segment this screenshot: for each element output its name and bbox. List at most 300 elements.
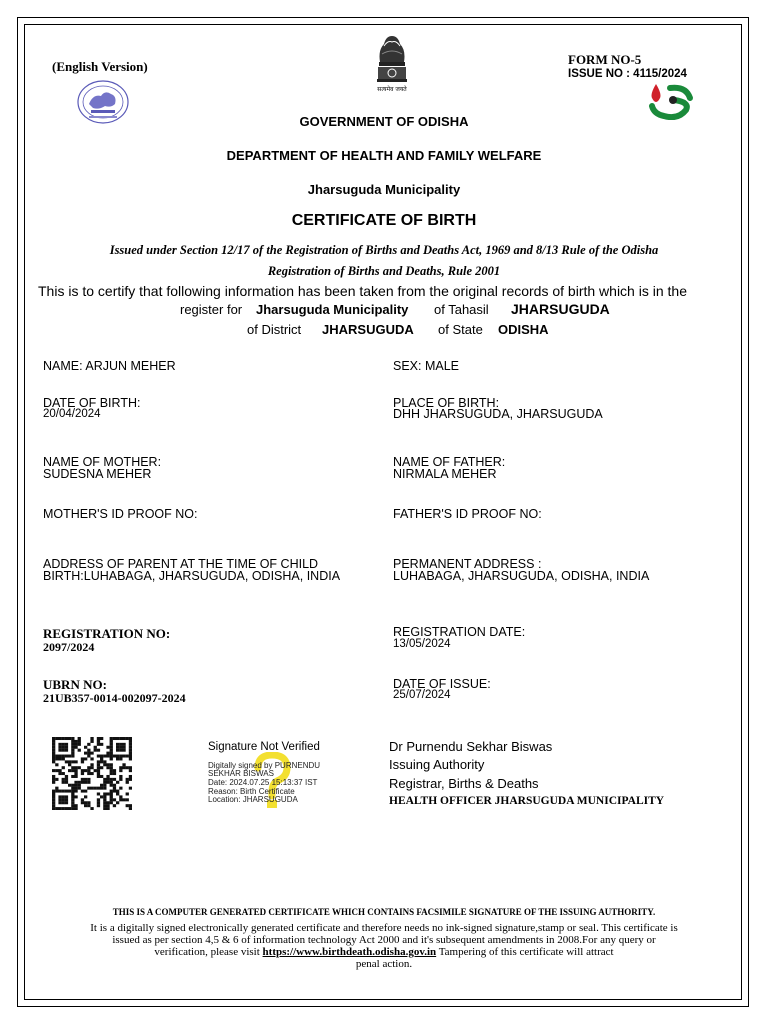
qr-module	[119, 749, 122, 752]
qr-module	[52, 792, 55, 795]
qr-module	[65, 807, 68, 810]
qr-module	[68, 790, 71, 793]
qr-module	[97, 740, 100, 743]
qr-module	[81, 790, 84, 793]
qr-module	[100, 760, 103, 763]
qr-module	[110, 743, 113, 746]
computer-generated-notice: THIS IS A COMPUTER GENERATED CERTIFICATE WHICH CONTAINS FACSIMILE SIGNATURE OF THE ISSUING AUTHORITY.	[112, 907, 656, 917]
qr-module	[71, 790, 74, 793]
qr-module	[129, 755, 132, 758]
government-heading: GOVERNMENT OF ODISHA	[299, 114, 469, 129]
qr-module	[116, 781, 119, 784]
authority-name: Dr Purnendu Sekhar Biswas	[389, 739, 553, 754]
qr-module	[97, 737, 100, 740]
qr-module	[52, 757, 55, 760]
qr-module	[126, 766, 129, 769]
qr-module	[110, 801, 113, 804]
registration-no-value: 2097/2024	[43, 640, 95, 654]
qr-module	[84, 795, 87, 798]
qr-module	[97, 749, 100, 752]
child-name: NAME: ARJUN MEHER	[43, 359, 176, 373]
qr-module	[68, 737, 71, 740]
qr-module	[52, 798, 55, 801]
qr-module	[103, 787, 106, 790]
health-officer-title: HEALTH OFFICER JHARSUGUDA MUNICIPALITY	[389, 795, 665, 807]
qr-module	[119, 775, 122, 778]
qr-module	[113, 790, 116, 793]
qr-module	[78, 737, 81, 740]
qr-module	[58, 772, 61, 775]
qr-module	[74, 743, 77, 746]
qr-module	[78, 766, 81, 769]
qr-module	[74, 781, 77, 784]
birth-address-line-2: BIRTH:LUHABAGA, JHARSUGUDA, ODISHA, INDIA	[43, 569, 341, 583]
father-value: NIRMALA MEHER	[393, 467, 497, 481]
qr-module	[55, 757, 58, 760]
qr-module	[100, 737, 103, 740]
qr-module	[78, 743, 81, 746]
qr-module	[97, 798, 100, 801]
department-heading: DEPARTMENT OF HEALTH AND FAMILY WELFARE	[226, 148, 542, 163]
qr-module	[113, 784, 116, 787]
qr-module	[106, 807, 109, 810]
qr-module	[87, 749, 90, 752]
registration-date-value: 13/05/2024	[393, 638, 451, 650]
permanent-address-value: LUHABAGA, JHARSUGUDA, ODISHA, INDIA	[393, 569, 650, 583]
father-label: NAME OF FATHER:	[393, 455, 506, 469]
qr-module	[97, 743, 100, 746]
qr-module	[74, 775, 77, 778]
qr-module	[116, 792, 119, 795]
qr-module	[71, 775, 74, 778]
qr-module	[62, 807, 65, 810]
qr-module	[58, 737, 61, 740]
qr-module	[129, 769, 132, 772]
qr-module	[103, 755, 106, 758]
qr-module	[58, 749, 61, 752]
registration-date-label: REGISTRATION DATE:	[393, 625, 526, 639]
qr-module	[106, 775, 109, 778]
qr-module	[103, 760, 106, 763]
qr-module	[103, 804, 106, 807]
qr-module	[90, 737, 93, 740]
qr-module	[103, 781, 106, 784]
qr-module	[119, 746, 122, 749]
qr-module	[97, 769, 100, 772]
qr-module	[81, 757, 84, 760]
birthdeath-portal-link[interactable]: https://www.birthdeath.odisha.gov.in	[262, 946, 437, 958]
qr-module	[62, 778, 65, 781]
qr-module	[71, 749, 74, 752]
qr-module	[106, 778, 109, 781]
qr-module	[58, 755, 61, 758]
mother-label: NAME OF MOTHER:	[43, 455, 162, 469]
mother-value: SUDESNA MEHER	[43, 467, 152, 481]
signature-status: Signature Not Verified	[208, 741, 320, 753]
pob-value: DHH JHARSUGUDA, JHARSUGUDA	[393, 407, 603, 421]
qr-module	[71, 766, 74, 769]
qr-module	[87, 772, 90, 775]
qr-module	[110, 784, 113, 787]
of-district-label: of District	[247, 322, 302, 337]
qr-module	[106, 801, 109, 804]
qr-module	[122, 743, 125, 746]
qr-module	[58, 769, 61, 772]
qr-module	[52, 752, 55, 755]
qr-module	[122, 749, 125, 752]
qr-module	[71, 737, 74, 740]
qr-module	[90, 766, 93, 769]
qr-module	[116, 790, 119, 793]
qr-module	[129, 740, 132, 743]
qr-module	[122, 755, 125, 758]
qr-module	[103, 807, 106, 810]
qr-module	[58, 790, 61, 793]
dob-label: DATE OF BIRTH:	[43, 396, 141, 410]
qr-module	[84, 746, 87, 749]
qr-module	[81, 760, 84, 763]
qr-module	[87, 769, 90, 772]
qr-module	[100, 784, 103, 787]
qr-module	[68, 760, 71, 763]
qr-module	[71, 787, 74, 790]
qr-module	[103, 801, 106, 804]
footer-line-2: issued as per section 4,5 & 6 of information technology Act 2000 and it's subsequent amendments in 2008.For any query or	[112, 934, 656, 946]
qr-module	[122, 766, 125, 769]
qr-module	[94, 749, 97, 752]
qr-module	[71, 804, 74, 807]
qr-module	[55, 790, 58, 793]
municipality-heading: Jharsuguda Municipality	[307, 182, 461, 197]
qr-module	[71, 807, 74, 810]
qr-module	[68, 769, 71, 772]
qr-module	[94, 746, 97, 749]
qr-module	[58, 757, 61, 760]
qr-module	[74, 766, 77, 769]
qr-module	[62, 746, 65, 749]
qr-module	[74, 772, 77, 775]
qr-module	[84, 781, 87, 784]
qr-module	[84, 790, 87, 793]
issue-date-label: DATE OF ISSUE:	[393, 677, 491, 691]
qr-module	[52, 749, 55, 752]
qr-module	[126, 737, 129, 740]
qr-module	[65, 746, 68, 749]
qr-module	[129, 749, 132, 752]
qr-module	[100, 766, 103, 769]
permanent-address-label: PERMANENT ADDRESS :	[393, 557, 542, 571]
form-number: FORM NO-5	[568, 52, 642, 67]
qr-module	[113, 772, 116, 775]
mother-id-label: MOTHER'S ID PROOF NO:	[43, 507, 198, 521]
qr-module	[71, 760, 74, 763]
qr-module	[113, 787, 116, 790]
qr-module	[110, 752, 113, 755]
qr-module	[81, 801, 84, 804]
qr-module	[129, 746, 132, 749]
qr-module	[110, 766, 113, 769]
qr-module	[97, 801, 100, 804]
qr-module	[71, 792, 74, 795]
qr-module	[87, 787, 90, 790]
qr-module	[100, 757, 103, 760]
qr-module	[110, 769, 113, 772]
qr-module	[62, 798, 65, 801]
registrar-title: Registrar, Births & Deaths	[389, 776, 539, 791]
qr-module	[110, 746, 113, 749]
qr-module	[62, 790, 65, 793]
pob-label: PLACE OF BIRTH:	[393, 396, 500, 410]
qr-module	[97, 804, 100, 807]
qr-module	[119, 787, 122, 790]
qr-module	[62, 755, 65, 758]
qr-module	[74, 769, 77, 772]
qr-module	[71, 755, 74, 758]
qr-module	[78, 781, 81, 784]
qr-module	[52, 775, 55, 778]
qr-module	[52, 769, 55, 772]
qr-module	[65, 798, 68, 801]
qr-module	[119, 737, 122, 740]
ubrn-label: UBRN NO:	[43, 677, 107, 692]
signature-line-2: SEKHAR BISWAS	[208, 769, 274, 778]
qr-module	[87, 752, 90, 755]
qr-module	[78, 784, 81, 787]
qr-module	[106, 792, 109, 795]
sex-field: SEX: MALE	[393, 359, 459, 373]
footer-line-1: It is a digitally signed electronically generated certificate and therefore needs no ink-signed signature,stamp or seal. This certificate is	[90, 922, 678, 934]
qr-module	[122, 798, 125, 801]
qr-module	[113, 798, 116, 801]
qr-module	[52, 743, 55, 746]
qr-module	[52, 746, 55, 749]
qr-module	[71, 752, 74, 755]
qr-module	[65, 778, 68, 781]
qr-module	[52, 795, 55, 798]
qr-module	[65, 743, 68, 746]
qr-module	[84, 757, 87, 760]
qr-module	[100, 743, 103, 746]
qr-module	[103, 792, 106, 795]
of-state-label: of State	[438, 322, 483, 337]
qr-module	[65, 755, 68, 758]
qr-module	[62, 749, 65, 752]
qr-module	[116, 755, 119, 758]
qr-module	[106, 804, 109, 807]
qr-module	[78, 749, 81, 752]
qr-module	[71, 743, 74, 746]
act-line-2: Registration of Births and Deaths, Rule 2001	[267, 264, 501, 278]
qr-module	[84, 804, 87, 807]
qr-module	[90, 752, 93, 755]
qr-module	[71, 746, 74, 749]
qr-module	[74, 746, 77, 749]
qr-module	[100, 795, 103, 798]
qr-module	[97, 766, 100, 769]
qr-module	[103, 784, 106, 787]
qr-module	[55, 787, 58, 790]
signature-line-5: Location: JHARSUGUDA	[208, 795, 298, 804]
qr-module	[65, 749, 68, 752]
qr-module	[87, 804, 90, 807]
qr-module	[129, 804, 132, 807]
qr-module	[119, 769, 122, 772]
dob-value: 20/04/2024	[43, 408, 101, 420]
issue-date-value: 25/07/2024	[393, 689, 451, 701]
qr-module	[129, 778, 132, 781]
qr-module	[90, 772, 93, 775]
qr-module	[122, 746, 125, 749]
qr-module	[74, 787, 77, 790]
of-tahasil-label: of Tahasil	[434, 302, 489, 317]
qr-module	[55, 755, 58, 758]
qr-module	[110, 798, 113, 801]
footer-line-3-prefix: verification, please visit	[154, 946, 260, 958]
birth-address-line-1: ADDRESS OF PARENT AT THE TIME OF CHILD	[43, 557, 319, 571]
qr-module	[84, 769, 87, 772]
qr-module	[103, 798, 106, 801]
qr-module	[110, 795, 113, 798]
qr-module	[129, 752, 132, 755]
state-value: ODISHA	[498, 322, 549, 337]
qr-module	[52, 737, 55, 740]
qr-module	[97, 763, 100, 766]
qr-module	[74, 760, 77, 763]
qr-module	[81, 798, 84, 801]
footer-line-3-suffix: Tampering of this certificate will attract	[438, 946, 614, 958]
qr-module	[52, 740, 55, 743]
qr-module	[97, 775, 100, 778]
qr-module	[58, 746, 61, 749]
qr-module	[52, 804, 55, 807]
qr-code	[52, 737, 132, 810]
qr-module	[68, 784, 71, 787]
qr-module	[129, 757, 132, 760]
qr-module	[122, 763, 125, 766]
qr-module	[119, 743, 122, 746]
qr-module	[110, 763, 113, 766]
issue-number: ISSUE NO : 4115/2024	[568, 68, 687, 80]
qr-module	[71, 798, 74, 801]
qr-module	[90, 807, 93, 810]
qr-module	[113, 769, 116, 772]
qr-module	[129, 787, 132, 790]
qr-module	[52, 790, 55, 793]
qr-module	[55, 769, 58, 772]
qr-module	[122, 737, 125, 740]
qr-module	[62, 757, 65, 760]
qr-module	[87, 778, 90, 781]
certify-text: This is to certify that following information has been taken from the original records of birth which is in the	[38, 283, 687, 299]
authority-role: Issuing Authority	[389, 757, 485, 772]
qr-module	[116, 801, 119, 804]
qr-module	[119, 757, 122, 760]
qr-module	[116, 746, 119, 749]
qr-module	[68, 807, 71, 810]
qr-module	[119, 798, 122, 801]
certificate-title: CERTIFICATE OF BIRTH	[291, 212, 477, 229]
qr-module	[58, 807, 61, 810]
emblem-motto: सत्यमेव जयते	[377, 86, 407, 93]
qr-module	[90, 757, 93, 760]
qr-module	[97, 760, 100, 763]
qr-module	[110, 772, 113, 775]
qr-module	[58, 795, 61, 798]
qr-module	[65, 737, 68, 740]
qr-module	[119, 795, 122, 798]
qr-module	[74, 795, 77, 798]
qr-module	[65, 801, 68, 804]
qr-module	[126, 778, 129, 781]
qr-module	[110, 781, 113, 784]
qr-module	[106, 766, 109, 769]
register-for-label: register for	[180, 302, 243, 317]
qr-module	[97, 755, 100, 758]
qr-module	[113, 778, 116, 781]
qr-module	[52, 760, 55, 763]
qr-module	[62, 737, 65, 740]
qr-module	[68, 755, 71, 758]
qr-module	[71, 795, 74, 798]
father-id-label: FATHER'S ID PROOF NO:	[393, 507, 542, 521]
qr-module	[126, 804, 129, 807]
qr-module	[87, 743, 90, 746]
qr-module	[110, 740, 113, 743]
qr-module	[58, 743, 61, 746]
qr-module	[52, 801, 55, 804]
qr-module	[90, 740, 93, 743]
qr-module	[62, 766, 65, 769]
qr-module	[55, 737, 58, 740]
registration-no-label: REGISTRATION NO:	[43, 626, 171, 641]
qr-module	[84, 752, 87, 755]
footer-line-3	[0, 946, 768, 958]
district-value: JHARSUGUDA	[322, 322, 414, 337]
qr-module	[81, 781, 84, 784]
qr-module	[110, 755, 113, 758]
qr-module	[74, 790, 77, 793]
qr-module	[103, 778, 106, 781]
qr-module	[87, 801, 90, 804]
qr-module	[55, 763, 58, 766]
qr-module	[78, 787, 81, 790]
qr-module	[84, 801, 87, 804]
qr-module	[110, 749, 113, 752]
qr-module	[129, 743, 132, 746]
qr-module	[74, 784, 77, 787]
qr-module	[106, 755, 109, 758]
qr-module	[65, 790, 68, 793]
act-line-1: Issued under Section 12/17 of the Registration of Births and Deaths Act, 1969 and 8/13 Rule of the Odisha	[109, 243, 659, 257]
qr-module	[58, 798, 61, 801]
qr-module	[97, 792, 100, 795]
qr-module	[129, 775, 132, 778]
qr-module	[87, 755, 90, 758]
qr-module	[65, 775, 68, 778]
qr-module	[90, 787, 93, 790]
qr-module	[119, 766, 122, 769]
qr-module	[55, 807, 58, 810]
qr-module	[110, 737, 113, 740]
version-label: (English Version)	[52, 59, 148, 74]
qr-module	[87, 781, 90, 784]
qr-module	[129, 807, 132, 810]
qr-module	[87, 766, 90, 769]
tahasil-value: JHARSUGUDA	[511, 301, 610, 317]
qr-module	[71, 784, 74, 787]
qr-module	[106, 752, 109, 755]
qr-module	[62, 801, 65, 804]
